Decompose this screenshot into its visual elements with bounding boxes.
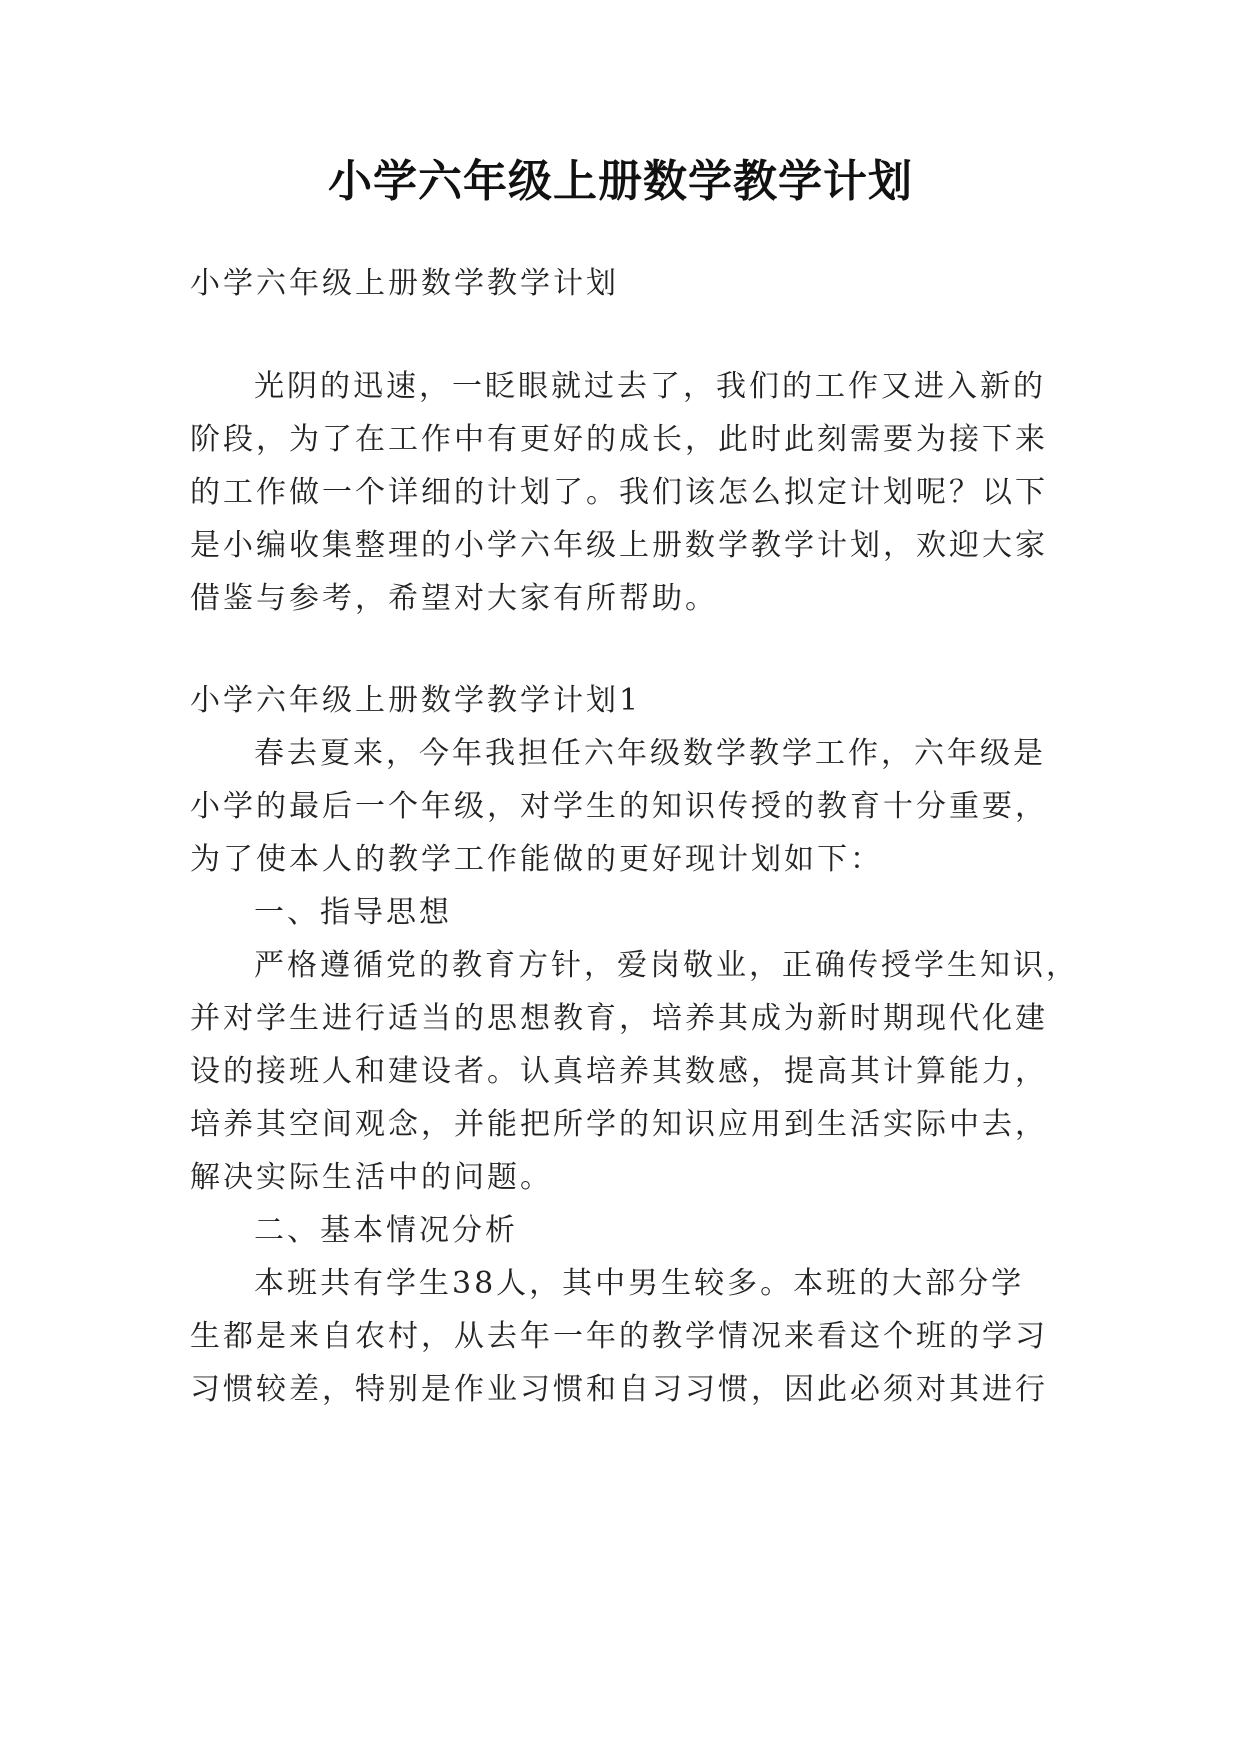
body-line: 严格遵循党的教育方针，爱岗敬业，正确传授学生知识， [254, 948, 1079, 983]
intro-line: 的工作做一个详细的计划了。我们该怎么拟定计划呢？以下 [190, 475, 1048, 510]
section-heading: 小学六年级上册数学教学计划1 [190, 683, 642, 718]
body-line: 设的接班人和建设者。认真培养其数感，提高其计算能力， [190, 1054, 1048, 1089]
subheading-situation-analysis: 二、基本情况分析 [254, 1213, 518, 1248]
body-line: 为了使本人的教学工作能做的更好现计划如下： [190, 842, 883, 877]
subheading-guiding-thought: 一、指导思想 [254, 895, 452, 930]
body-line: 本班共有学生38人，其中男生较多。本班的大部分学 [254, 1266, 1025, 1301]
body-line: 小学的最后一个年级，对学生的知识传授的教育十分重要， [190, 789, 1048, 824]
body-line: 生都是来自农村，从去年一年的教学情况来看这个班的学习 [190, 1319, 1048, 1354]
body-line: 习惯较差，特别是作业习惯和自习习惯，因此必须对其进行 [190, 1372, 1048, 1407]
body-line: 并对学生进行适当的思想教育，培养其成为新时期现代化建 [190, 1001, 1048, 1036]
subtitle-line: 小学六年级上册数学教学计划 [190, 266, 619, 301]
body-line: 培养其空间观念，并能把所学的知识应用到生活实际中去， [190, 1107, 1048, 1142]
document-title: 小学六年级上册数学教学计划 [328, 156, 913, 207]
body-line: 解决实际生活中的问题。 [190, 1160, 553, 1195]
intro-line: 借鉴与参考，希望对大家有所帮助。 [190, 581, 718, 616]
intro-line: 光阴的迅速，一眨眼就过去了，我们的工作又进入新的 [254, 369, 1046, 404]
intro-line: 阶段，为了在工作中有更好的成长，此时此刻需要为接下来 [190, 422, 1048, 457]
intro-line: 是小编收集整理的小学六年级上册数学教学计划，欢迎大家 [190, 528, 1048, 563]
body-line: 春去夏来，今年我担任六年级数学教学工作，六年级是 [254, 736, 1046, 771]
